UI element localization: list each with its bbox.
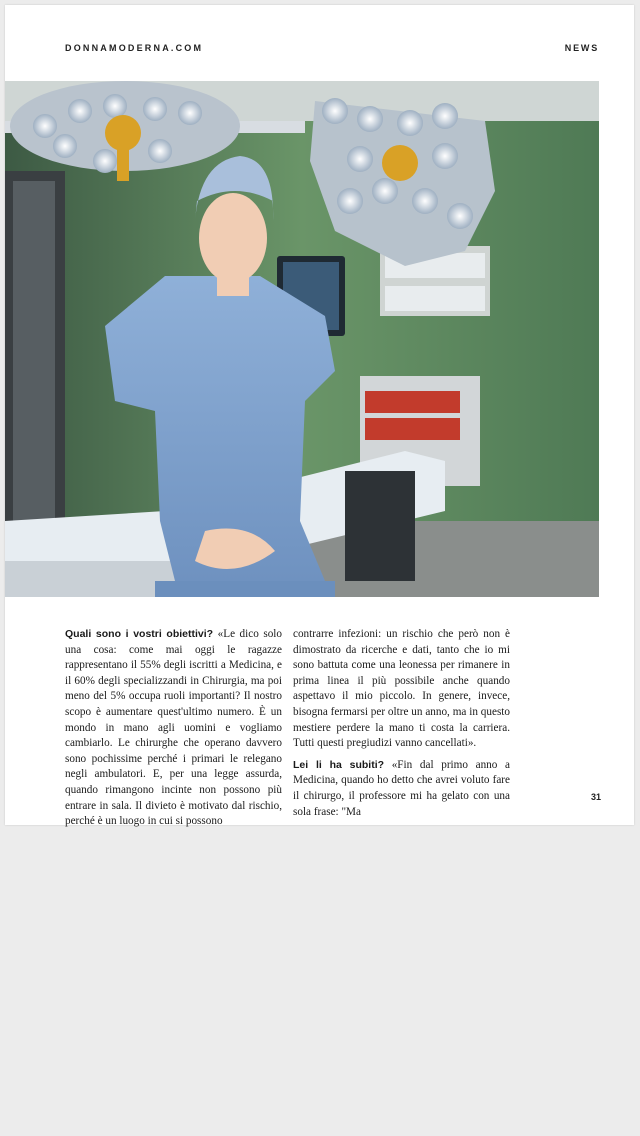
question-heading: Lei li ha subiti? bbox=[293, 758, 385, 771]
article-column-left bbox=[65, 627, 282, 836]
paragraph: contrarre infezioni: un rischio che però non è dimostrato da ricerche e dati, tanto che io mi sono battuta come una leonessa per rimanere in prima linea il più possibile anche quando aspettavo il mio piccolo. In genere, invece, bisogna fermarsi per oltre un anno, ma in questo mestiere perdere la mano ti costa la carriera. Tutti questi pregiudizi vanno cancellati». bbox=[293, 628, 510, 750]
question-heading: Quali sono i vostri obiettivi? bbox=[65, 628, 214, 640]
paragraph bbox=[293, 758, 510, 820]
article-column-right bbox=[293, 627, 510, 826]
answer-text: «Le dico solo una cosa: come mai oggi le ragazze rappresentano il 55% degli iscritti a Medicina, e il 60% degli specializzandi in Chirurgia, ma poi meno del 5% occupa ruoli importanti? Il nostro scopo è aumentare quest'ultimo numero. È un mondo in mano agli uomini e vogliamo cambiarlo. Le chirurghe che operano davvero sono pochissime perché i primari le relegano negli ambulatori. E, per una legge assurda, quando rimangono incinte non possono più entrare in sala. Il divieto è motivato dal rischio, perché è un luogo in cui si possono bbox=[65, 628, 282, 828]
article-photo bbox=[5, 81, 599, 597]
page-number: 31 bbox=[590, 792, 601, 802]
masthead: DONNAMODERNA.COM bbox=[65, 43, 204, 53]
photo-icon bbox=[5, 81, 599, 597]
section-label: NEWS bbox=[564, 43, 599, 53]
paragraph bbox=[65, 627, 282, 830]
answer-text: «Fin dal primo anno a Medicina, quando ho detto che avrei voluto fare il chirurgo, il professore mi ha gelato con una sola frase: "Ma bbox=[293, 758, 510, 818]
magazine-page bbox=[5, 5, 634, 828]
